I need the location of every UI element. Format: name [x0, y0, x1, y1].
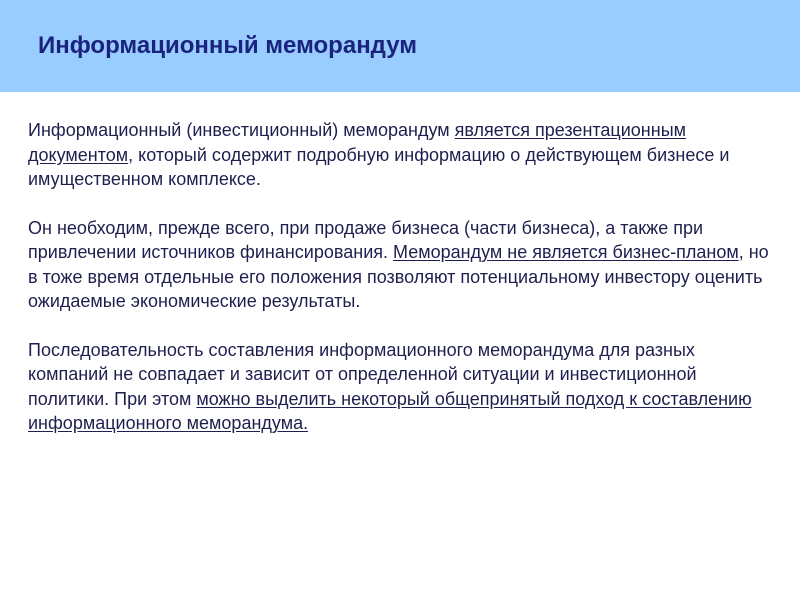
paragraph-definition	[28, 118, 776, 192]
paragraph-purpose	[28, 216, 776, 314]
underlined-phrase: Меморандум не является бизнес-планом	[393, 242, 739, 262]
paragraph-text: , который содержит подробную информацию о действующем бизнесе и имущественном комплексе.	[28, 144, 730, 189]
paragraph-text: Последовательность составления информационного меморандума для разных компаний не совпадает и зависит от определенной ситуации и инвестиционной политики. При этом	[28, 339, 697, 409]
title-bar	[0, 0, 800, 92]
paragraph-text: Информационный (инвестиционный) меморандум	[28, 120, 455, 140]
slide-title: Информационный меморандум	[38, 32, 417, 59]
paragraph-sequence	[28, 338, 776, 436]
paragraph-text: Он необходим, прежде всего, при продаже бизнеса (части бизнеса), а также при привлечении источников финансирования.	[28, 217, 704, 262]
underlined-phrase: является презентационным документом	[28, 120, 687, 165]
underlined-phrase: можно выделить некоторый общепринятый подход к составлению информационного меморандума.	[28, 388, 752, 433]
paragraph-text: , но в тоже время отдельные его положения позволяют потенциальному инвестору оценить ожидаемые экономические результаты.	[28, 242, 769, 311]
slide-body	[28, 118, 776, 436]
